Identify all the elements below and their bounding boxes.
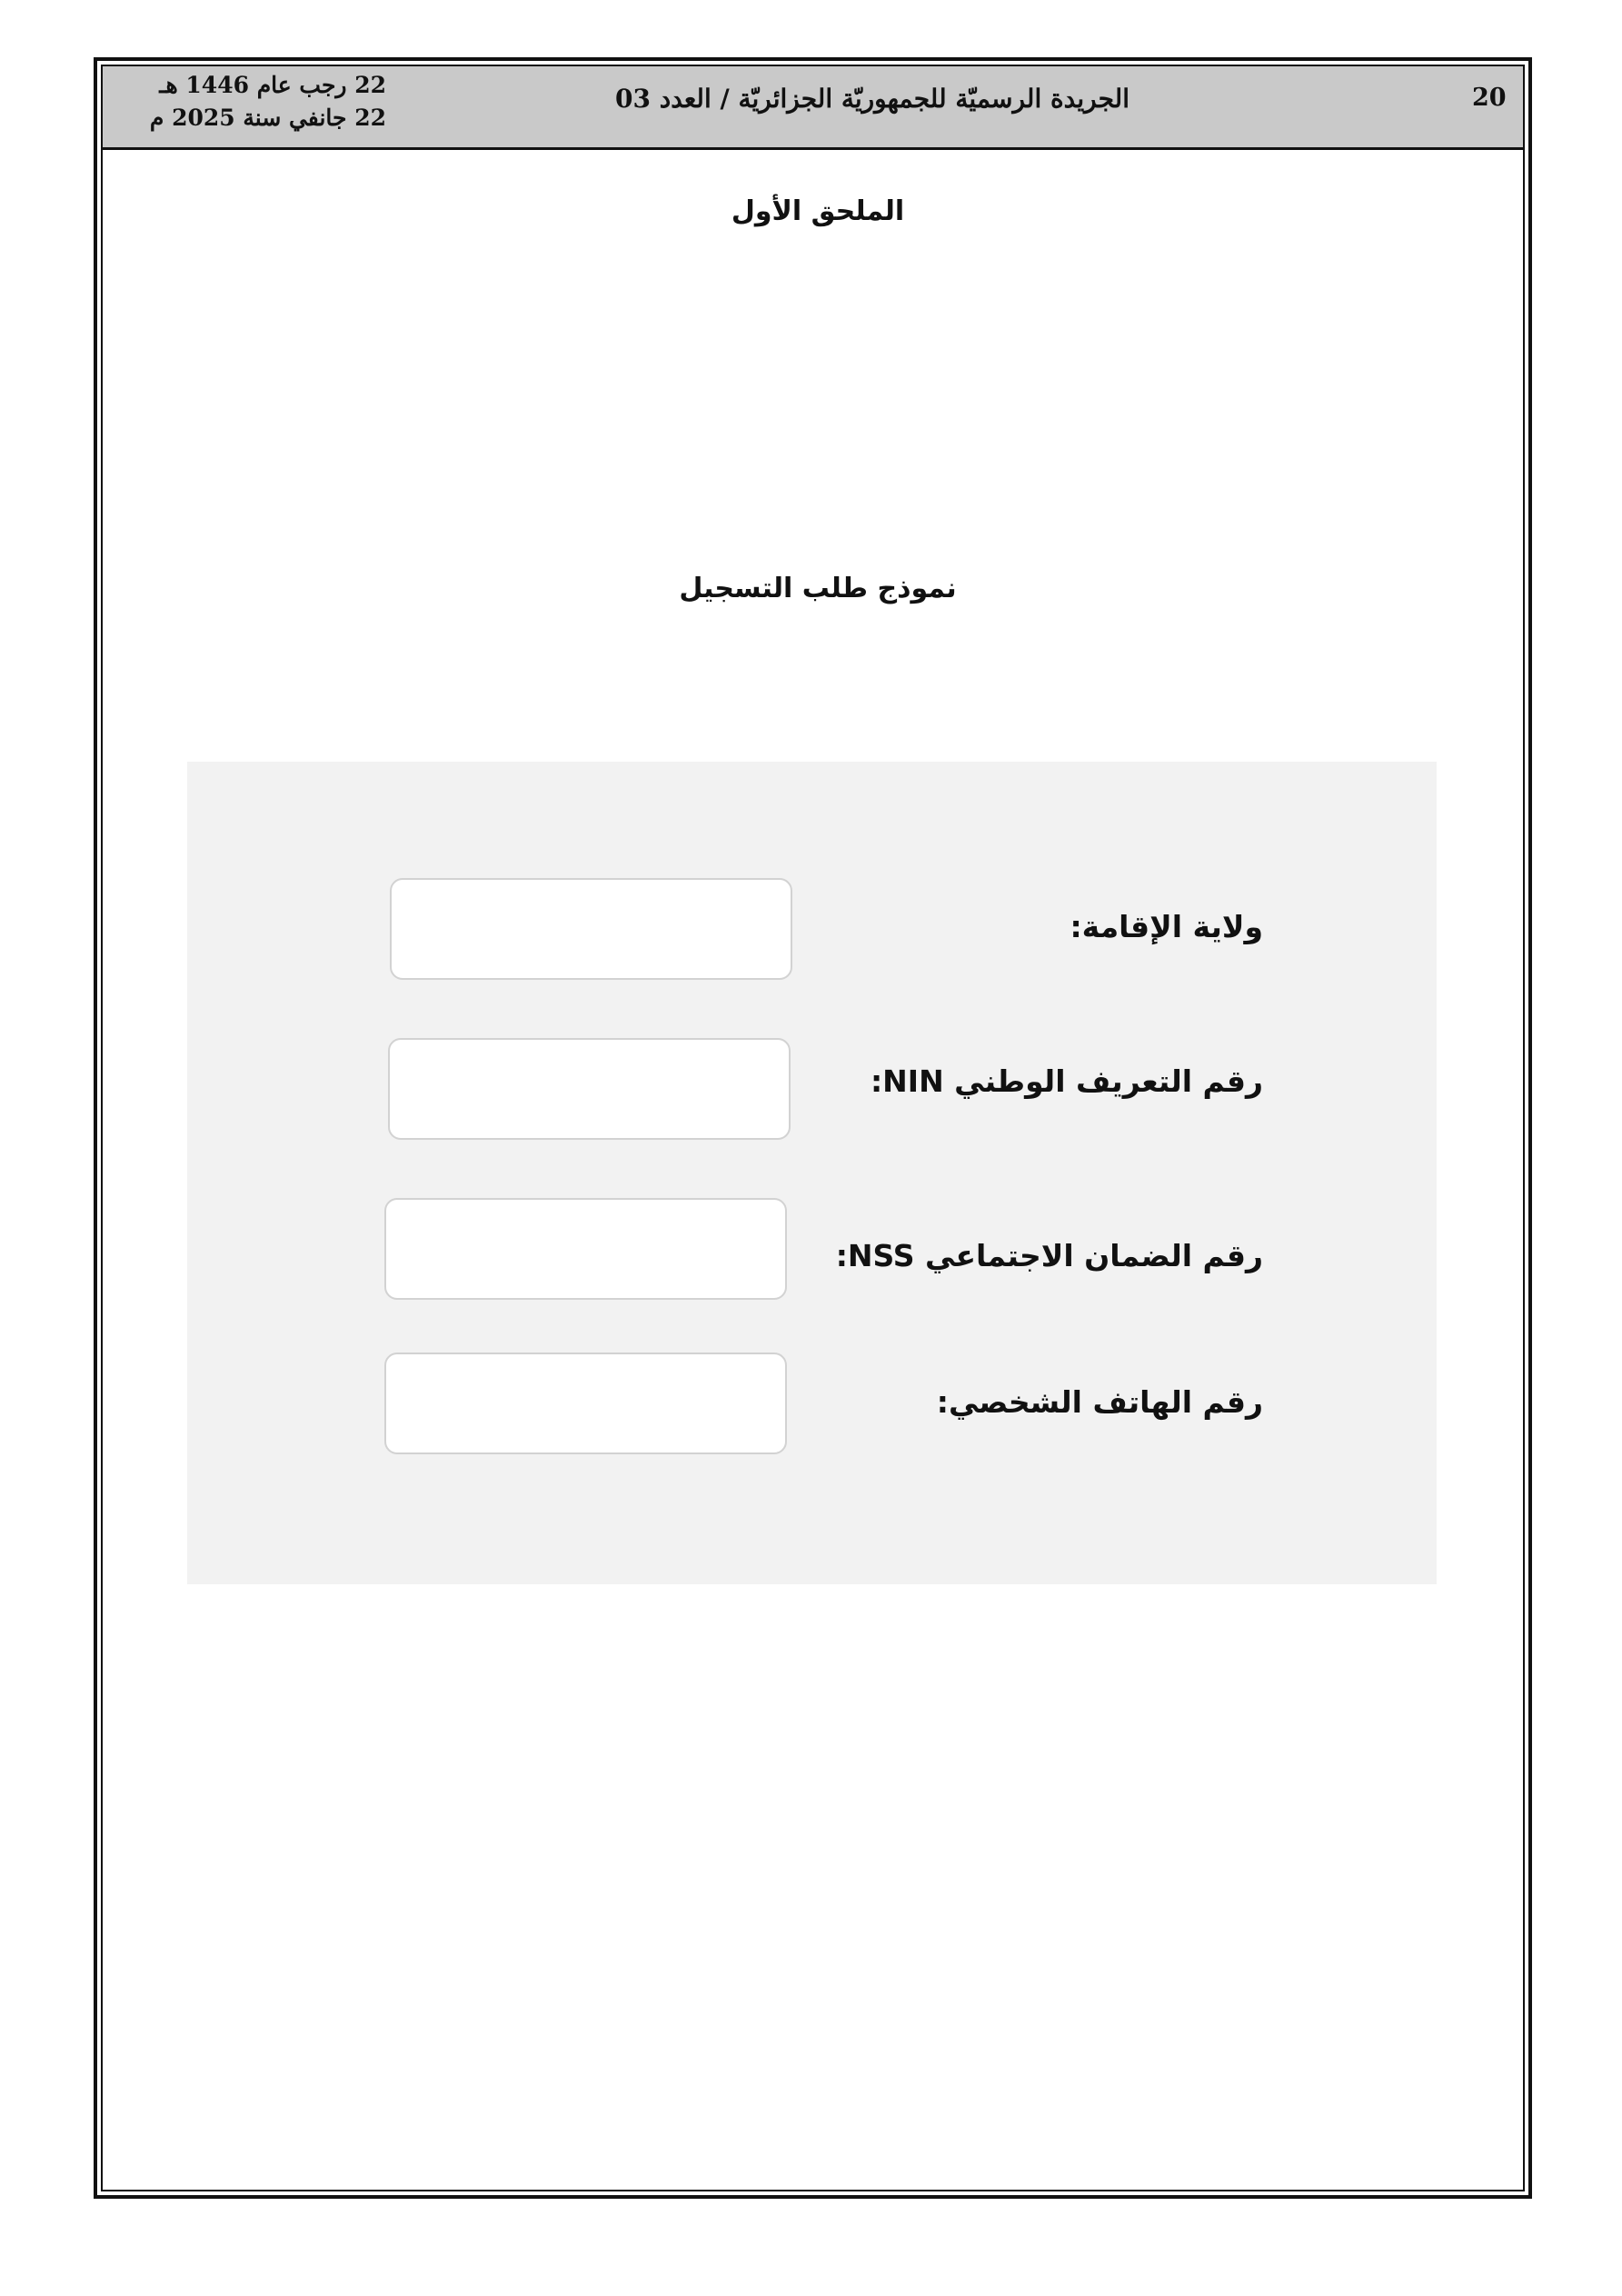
wilaya-input[interactable]	[390, 878, 792, 980]
phone-label: رقم الهاتف الشخصي:	[936, 1384, 1263, 1420]
nss-label: رقم الضمان الاجتماعي NSS:	[835, 1238, 1263, 1273]
wilaya-label: ولاية الإقامة:	[1070, 909, 1263, 944]
gazette-title: الجريدة الرسميّة للجمهوريّة الجزائريّة / العدد 03	[615, 84, 1129, 114]
nin-input[interactable]	[388, 1038, 791, 1140]
annex-title: الملحق الأول	[731, 195, 905, 227]
phone-input[interactable]	[384, 1353, 787, 1454]
nss-input[interactable]	[384, 1198, 787, 1300]
nin-label: رقم التعريف الوطني NIN:	[870, 1063, 1263, 1099]
issue-dates	[114, 69, 386, 135]
hijri-date: 22 رجب عام 1446 هـ	[159, 72, 386, 98]
page-number: 20	[1472, 84, 1507, 112]
form-title: نموذج طلب التسجيل	[679, 573, 957, 604]
gregorian-date: 22 جانفي سنة 2025 م	[149, 105, 386, 131]
registration-form-panel	[187, 762, 1437, 1584]
